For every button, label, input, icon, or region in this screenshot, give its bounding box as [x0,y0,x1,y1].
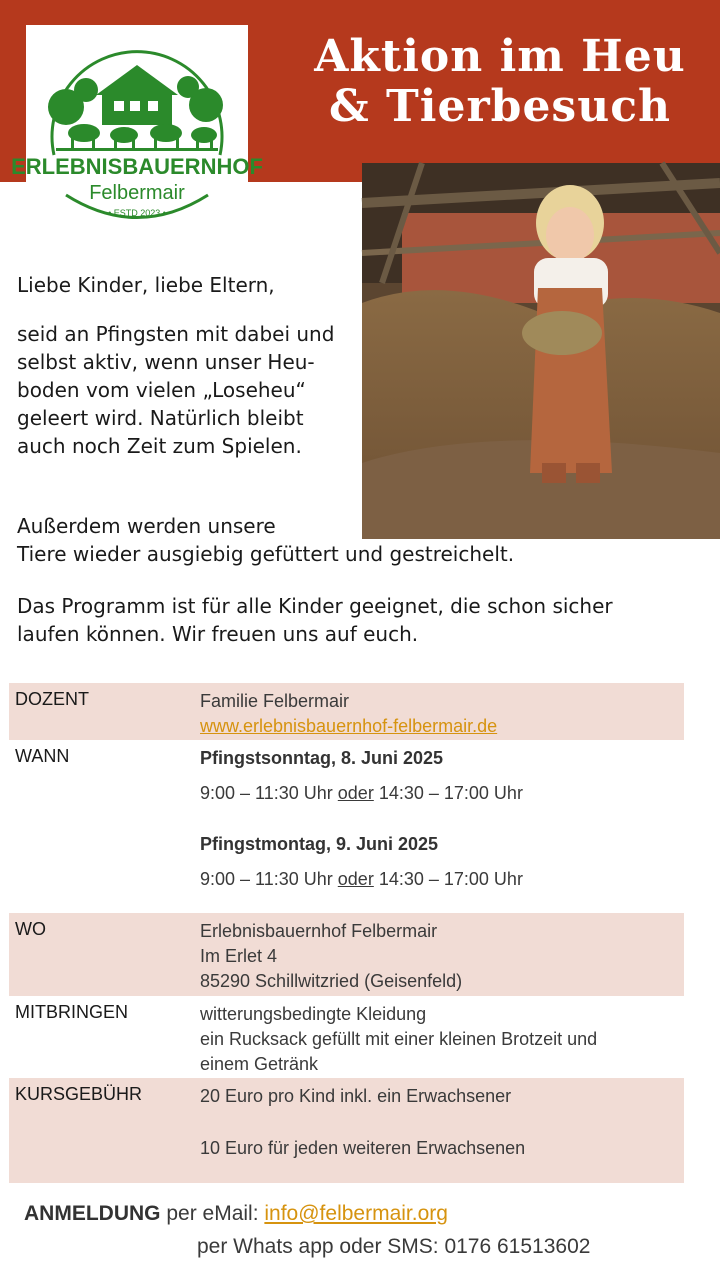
info-table [9,683,684,1183]
logo [11,25,263,230]
text-line: auch noch Zeit zum Spielen. [17,434,302,458]
address-line: Im Erlet 4 [200,946,278,966]
greeting: Liebe Kinder, liebe Eltern, [17,273,275,297]
text-line: Das Programm ist für alle Kinder geeignet, die schon sicher [17,594,613,618]
address-line: 85290 Schillwitzried (Geisenfeld) [200,971,463,991]
address-line: Erlebnisbauernhof Felbermair [200,921,438,941]
intro-paragraph-2 [17,512,514,568]
table-row-mitbringen [9,996,684,1078]
row-label: WANN [15,746,70,766]
table-row-kursgebuehr [9,1078,684,1183]
dozent-name: Familie Felbermair [200,691,350,711]
title-line-1: Aktion im Heu [314,31,686,82]
website-link[interactable]: www.erlebnisbauernhof-felbermair.de [200,716,498,736]
title-line-2: & Tierbesuch [329,81,671,132]
row-label: WO [15,919,46,939]
text-line: geleert wird. Natürlich bleibt [17,406,304,430]
text-line: selbst aktiv, wenn unser Heu- [17,350,315,374]
fee-line: 20 Euro pro Kind inkl. ein Erwachsener [200,1086,512,1106]
logo-name: ERLEBNISBAUERNHOF [11,154,263,179]
page-title [300,32,700,132]
logo-estd: • ESTD 2023 • [108,208,166,218]
table-row-dozent [9,683,684,740]
intro-paragraph-3 [17,592,613,648]
registration-phone: per Whats app oder SMS: 0176 61513602 [197,1235,591,1258]
text-line: laufen können. Wir freuen uns auf euch. [17,622,419,646]
registration-email: ANMELDUNG per eMail: info@felbermair.org [24,1202,448,1225]
row-label: KURSGEBÜHR [15,1084,143,1104]
farm-logo-icon [11,25,263,230]
table-row-wo [9,913,684,996]
child-in-hay-photo [362,163,720,539]
text-line: seid an Pfingsten mit dabei und [17,322,335,346]
item-line: ein Rucksack gefüllt mit einer kleinen Brotzeit und [200,1029,598,1049]
time-slots-day-1: 9:00 – 11:30 Uhr oder 14:30 – 17:00 Uhr [200,783,523,803]
registration-label: ANMELDUNG [24,1202,161,1225]
text-line: Tiere wieder ausgiebig gefüttert und gestreichelt. [17,542,515,566]
text-line: boden vom vielen „Loseheu“ [17,378,306,402]
logo-subname: Felbermair [89,182,185,204]
item-line: einem Getränk [200,1054,319,1074]
intro-paragraph-1 [17,320,334,460]
text-line: Außerdem werden unsere [17,514,276,538]
item-line: witterungsbedingte Kleidung [200,1004,427,1024]
time-slots-day-2: 9:00 – 11:30 Uhr oder 14:30 – 17:00 Uhr [200,869,523,889]
email-link[interactable]: info@felbermair.org [264,1202,448,1225]
date-day-2: Pfingstmontag, 9. Juni 2025 [200,834,439,854]
row-label: MITBRINGEN [15,1002,129,1022]
table-row-wann [9,740,684,913]
date-day-1: Pfingstsonntag, 8. Juni 2025 [200,748,444,768]
fee-line: 10 Euro für jeden weiteren Erwachsenen [200,1138,526,1158]
row-label: DOZENT [15,689,89,709]
